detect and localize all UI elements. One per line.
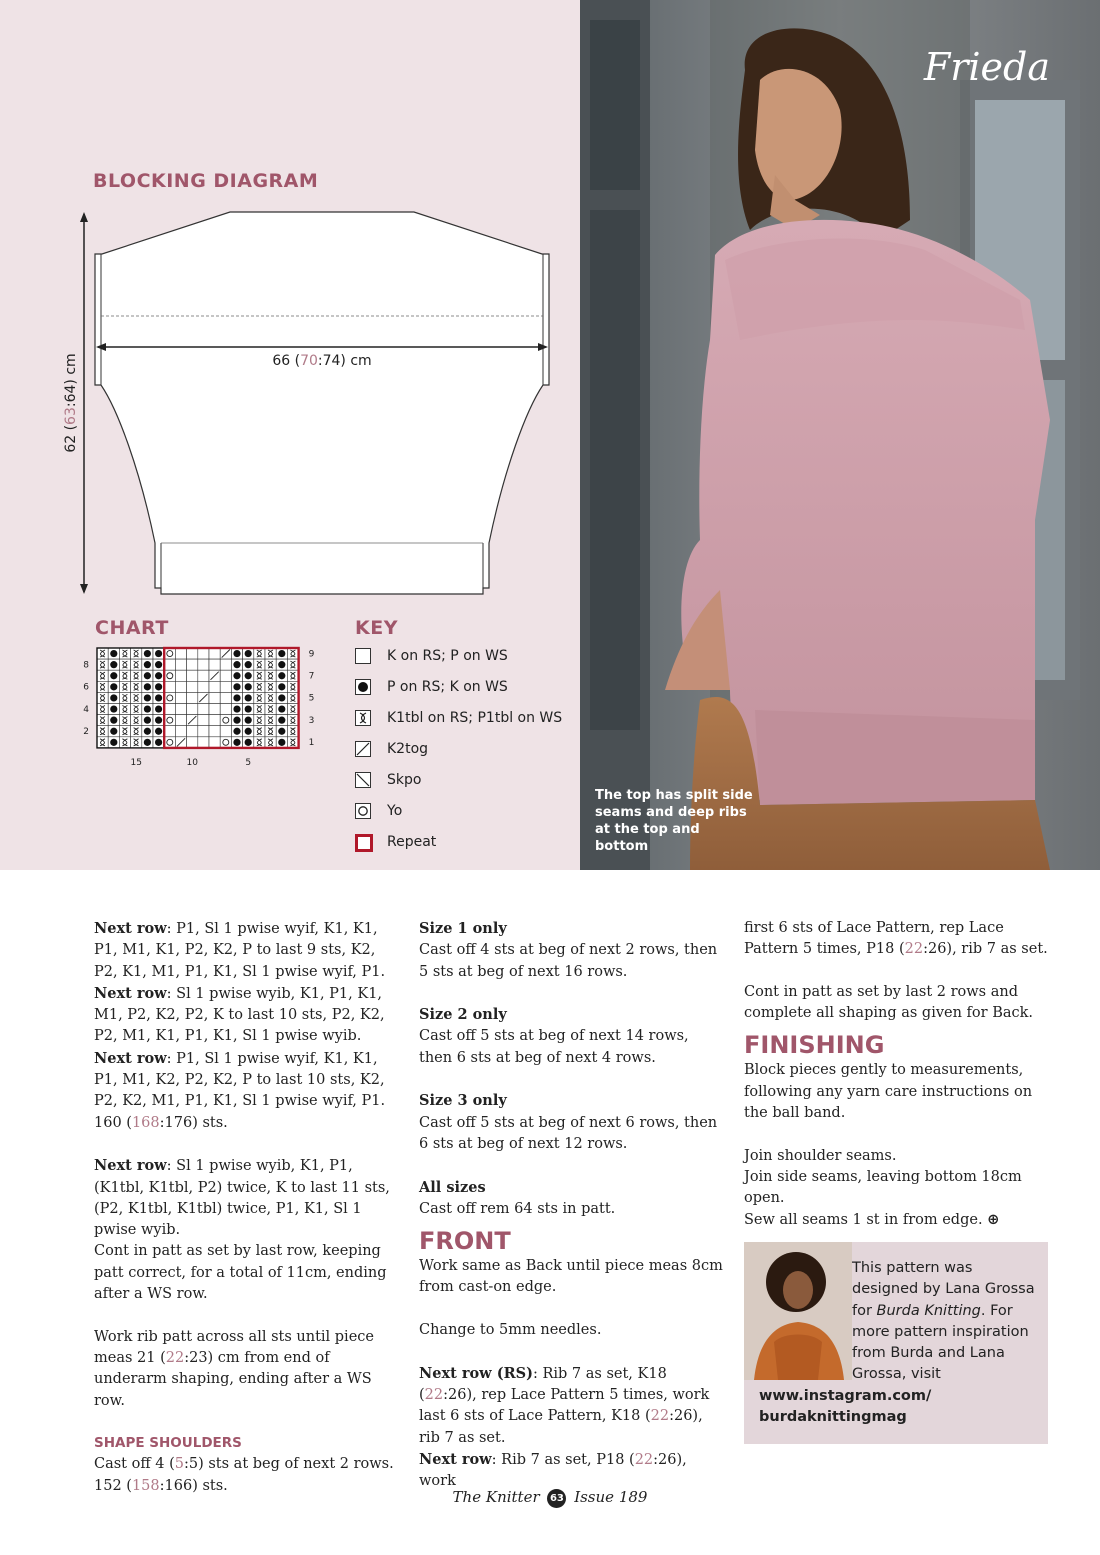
chart-row-number: 7 [308, 671, 315, 682]
diagram-panel [0, 0, 580, 870]
chart-cell [265, 659, 276, 670]
chart-cell [187, 692, 198, 703]
chart-purl-dot [155, 739, 162, 746]
chart-purl-dot [233, 705, 240, 712]
key-label: Skpo [387, 772, 422, 788]
chart-purl-dot [144, 650, 151, 657]
chart-purl-dot [245, 705, 252, 712]
chart-cell [209, 715, 220, 726]
chart-purl-dot [233, 650, 240, 657]
chart-purl-dot [278, 717, 285, 724]
photo-caption: The top has split side seams and deep ribs at the top and bottom [595, 788, 753, 854]
chart-cell [164, 737, 175, 748]
size-3-heading: Size 3 only [419, 1092, 507, 1110]
chart-cell [209, 704, 220, 715]
chart-cell [97, 670, 108, 681]
chart-cell [198, 715, 209, 726]
key-label: K1tbl on RS; P1tbl on WS [387, 710, 563, 726]
chart-cell [220, 670, 231, 681]
paragraph: 152 (158:166) sts. [94, 1477, 228, 1494]
chart-cell [187, 737, 198, 748]
chart-row-number: 3 [308, 715, 315, 726]
chart-purl-dot [233, 694, 240, 701]
chart-cell [198, 704, 209, 715]
chart-row-number: 6 [83, 682, 89, 693]
paragraph: Cont in patt as set by last row, keeping patt correct, for a total of 11cm, ending after a WS row. [94, 1243, 387, 1303]
chart-purl-dot [110, 694, 117, 701]
chart-cell [131, 648, 142, 659]
filled-dot-icon [355, 679, 371, 695]
chart-cell [209, 737, 220, 748]
paragraph: Next row: Rib 7 as set, P18 (22:26), work [419, 1450, 687, 1490]
chart-cell [119, 715, 130, 726]
chart-cell [175, 704, 186, 715]
chart-purl-dot [233, 683, 240, 690]
chart-cell [265, 692, 276, 703]
finishing-heading: FINISHING [744, 1031, 885, 1060]
width-label: 66 (70:74) cm [272, 353, 372, 369]
paragraph: Cast off 4 sts at beg of next 2 rows, then 5 sts at beg of next 16 rows. [419, 942, 718, 980]
chart-purl-dot [155, 683, 162, 690]
right-slash-icon [355, 741, 371, 757]
chart-cell [97, 692, 108, 703]
height-label: 62 (63:64) cm [63, 353, 79, 453]
chart-purl-dot [245, 650, 252, 657]
chart-cell [254, 704, 265, 715]
paragraph: Next row: P1, Sl 1 pwise wyif, K1, K1, P1, M1, K1, P2, K2, P to last 9 sts, K2, P2, K1, M1, P1, K1, Sl 1 pwise wyif, P1. [94, 920, 386, 980]
instructions-column-1 [94, 918, 399, 1497]
chart-cell [198, 659, 209, 670]
chart-purl-dot [155, 661, 162, 668]
chart-purl-dot [233, 728, 240, 735]
chart-cell [198, 670, 209, 681]
magazine-name: The Knitter [452, 1488, 540, 1506]
chart-cell [220, 704, 231, 715]
paragraph: Join side seams, leaving bottom 18cm open. [744, 1168, 1022, 1207]
chart-purl-dot [233, 717, 240, 724]
paragraph: first 6 sts of Lace Pattern, rep Lace Pattern 5 times, P18 (22:26), rib 7 as set. [744, 920, 1048, 958]
chart-purl-dot [155, 672, 162, 679]
chart-cell [119, 659, 130, 670]
page-footer [0, 1488, 1100, 1508]
instructions-column-2 [419, 918, 724, 1492]
chart-cell [131, 737, 142, 748]
chart-cell [265, 726, 276, 737]
chart-purl-dot [110, 739, 117, 746]
chart-cell [119, 737, 130, 748]
chart-cell [187, 670, 198, 681]
chart-purl-dot [245, 728, 252, 735]
chart-cell [287, 715, 298, 726]
chart-purl-dot [245, 739, 252, 746]
chart-row-number: 1 [308, 738, 315, 749]
left-slash-icon [355, 772, 371, 788]
chart-cell [119, 726, 130, 737]
chart-purl-dot [144, 672, 151, 679]
key-item-yo [355, 801, 402, 821]
promo-photo [744, 1242, 852, 1380]
chart-cell [97, 715, 108, 726]
chart-purl-dot [245, 683, 252, 690]
key-label: Repeat [387, 834, 437, 850]
model-photo [580, 0, 1100, 870]
chart-cell [175, 715, 186, 726]
chart-cell [97, 659, 108, 670]
chart-cell [97, 681, 108, 692]
chart-row-number: 8 [83, 660, 89, 671]
paragraph: Work rib patt across all sts until piece meas 21 (22:23) cm from end of underarm shaping, ending after a WS row. [94, 1328, 374, 1409]
chart-cell [175, 648, 186, 659]
chart-cell [187, 704, 198, 715]
chart-purl-dot [110, 661, 117, 668]
chart-cell [97, 737, 108, 748]
chart-cell [209, 648, 220, 659]
chart-purl-dot [144, 739, 151, 746]
key-title: KEY [355, 617, 398, 639]
chart-purl-dot [110, 683, 117, 690]
designer-promo-box [744, 1242, 1048, 1444]
chart-cell [198, 648, 209, 659]
chart-purl-dot [245, 672, 252, 679]
paragraph: Block pieces gently to measurements, following any yarn care instructions on the ball band. [744, 1062, 1033, 1122]
chart-cell [265, 670, 276, 681]
chart-cell [119, 704, 130, 715]
paragraph: Change to 5mm needles. [419, 1322, 602, 1339]
chart-row-number: 9 [308, 649, 315, 660]
chart-cell [175, 659, 186, 670]
chart-cell [164, 704, 175, 715]
paragraph: Next row (RS): Rib 7 as set, K18 (22:26), rep Lace Pattern 5 times, work last 6 sts of Lace Pattern, K18 (22:26), rib 7 as set. [419, 1364, 710, 1446]
chart-column-number: 5 [245, 757, 252, 768]
chart-cell [198, 726, 209, 737]
chart-cell [131, 704, 142, 715]
chart-cell [175, 726, 186, 737]
chart-purl-dot [155, 728, 162, 735]
chart-cell [220, 692, 231, 703]
chart-cell [287, 659, 298, 670]
instructions-column-3 [744, 918, 1049, 1231]
chart-cell [254, 715, 265, 726]
chart-cell [220, 681, 231, 692]
key-label: K on RS; P on WS [387, 648, 508, 664]
chart-cell [287, 681, 298, 692]
chart-grid [97, 648, 299, 748]
key-item-k2tog [355, 739, 428, 759]
chart-cell [187, 681, 198, 692]
key-item-skpo [355, 770, 421, 790]
chart-cell [287, 704, 298, 715]
chart-purl-dot [278, 705, 285, 712]
chart-cell [287, 726, 298, 737]
chart-title: CHART [95, 617, 169, 639]
chart-row-numbers-left [83, 660, 89, 737]
key-item-k1tbl [355, 708, 562, 728]
chart-purl-dot [144, 661, 151, 668]
chart-cell [220, 715, 231, 726]
chart-cell [287, 670, 298, 681]
paragraph: Work same as Back until piece meas 8cm from cast-on edge. [419, 1258, 723, 1296]
instagram-link[interactable]: www.instagram.com/ burdaknittingmag [759, 1387, 932, 1426]
chart-cell [254, 659, 265, 670]
chart-cell [164, 726, 175, 737]
paragraph: Join shoulder seams. [744, 1147, 897, 1164]
chart-cell [164, 715, 175, 726]
chart-cell [198, 737, 209, 748]
chart-cell [119, 670, 130, 681]
chart-cell [119, 692, 130, 703]
chart-purl-dot [155, 717, 162, 724]
chart-purl-dot [278, 683, 285, 690]
empty-square-icon [355, 648, 371, 664]
chart-cell [209, 726, 220, 737]
twisted-x-icon [355, 710, 371, 726]
chart-purl-dot [233, 672, 240, 679]
chart-purl-dot [110, 672, 117, 679]
chart-purl-dot [144, 705, 151, 712]
chart-cell [287, 737, 298, 748]
chart-cell [254, 670, 265, 681]
chart-row-number: 4 [83, 704, 89, 715]
chart-cell [254, 692, 265, 703]
repeat-box-icon [355, 834, 371, 850]
chart-cell [209, 681, 220, 692]
chart-cell [131, 670, 142, 681]
chart-cell [209, 659, 220, 670]
chart-cell [287, 648, 298, 659]
paragraph: Cast off rem 64 sts in patt. [419, 1200, 616, 1217]
chart-purl-dot [144, 694, 151, 701]
lace-chart [75, 640, 335, 775]
chart-cell [254, 648, 265, 659]
key-label: K2tog [387, 741, 429, 757]
chart-purl-dot [245, 694, 252, 701]
photo-illustration [580, 0, 1100, 870]
chart-purl-dot [110, 705, 117, 712]
chart-purl-dot [245, 717, 252, 724]
chart-purl-dot [278, 739, 285, 746]
chart-cell [175, 681, 186, 692]
height-arrow-head-top [80, 212, 88, 222]
chart-purl-dot [278, 728, 285, 735]
chart-purl-dot [278, 672, 285, 679]
chart-cell [209, 692, 220, 703]
key-item-repeat [355, 832, 436, 852]
height-arrow-head-bottom [80, 584, 88, 594]
chart-purl-dot [110, 728, 117, 735]
chart-cell [175, 692, 186, 703]
all-sizes-heading: All sizes [419, 1178, 486, 1196]
chart-cell [220, 737, 231, 748]
chart-cell [97, 704, 108, 715]
paragraph: Next row: Sl 1 pwise wyib, K1, P1, K1, M1, P2, K2, P2, K to last 10 sts, P2, K2, P2, M1, K1, P1, K1, Sl 1 pwise wyib. [94, 984, 385, 1045]
chart-purl-dot [278, 661, 285, 668]
chart-row-number: 5 [308, 693, 315, 704]
garment-outline [95, 212, 549, 594]
end-mark-icon: ⊕ [987, 1211, 1000, 1228]
chart-cell [187, 648, 198, 659]
chart-cell [287, 692, 298, 703]
chart-column-numbers [130, 758, 251, 768]
key-label: Yo [387, 803, 403, 819]
circle-icon [355, 803, 371, 819]
paragraph: Next row: P1, Sl 1 pwise wyif, K1, K1, P1, M1, K2, P2, K2, P to last 10 sts, K2, P2, K2, M1, P1, K1, Sl 1 pwise wyif, P1. [94, 1049, 386, 1110]
chart-purl-dot [110, 650, 117, 657]
chart-cell [220, 659, 231, 670]
chart-cell [164, 648, 175, 659]
chart-cell [119, 648, 130, 659]
front-heading: FRONT [419, 1227, 511, 1256]
chart-purl-dot [233, 739, 240, 746]
chart-cell [119, 681, 130, 692]
chart-purl-dot [233, 661, 240, 668]
chart-purl-dot [144, 728, 151, 735]
chart-purl-dot [245, 661, 252, 668]
size-2-heading: Size 2 only [419, 1006, 507, 1024]
key-item-purl [355, 677, 508, 697]
chart-cell [175, 670, 186, 681]
chart-purl-dot [110, 717, 117, 724]
chart-cell [254, 726, 265, 737]
chart-cell [131, 681, 142, 692]
chart-purl-dot [155, 694, 162, 701]
pattern-name: Frieda [923, 45, 1050, 89]
paragraph: Next row: Sl 1 pwise wyib, K1, P1, (K1tbl, K1tbl, P2) twice, K to last 11 sts, (P2, K1tbl, K1tbl) twice, P1, K1, Sl 1 pwise wyib. [94, 1157, 390, 1239]
shape-shoulders-heading: SHAPE SHOULDERS [94, 1435, 242, 1452]
chart-cell [164, 681, 175, 692]
chart-purl-dot [144, 683, 151, 690]
paragraph: Cast off 5 sts at beg of next 14 rows, then 6 sts at beg of next 4 rows. [419, 1028, 689, 1066]
page-number: 63 [547, 1489, 566, 1508]
paragraph: 160 (168:176) sts. [94, 1114, 228, 1131]
chart-cell [254, 737, 265, 748]
chart-cell [187, 659, 198, 670]
chart-cell [97, 726, 108, 737]
paragraph: Cont in patt as set by last 2 rows and complete all shaping as given for Back. [744, 983, 1034, 1022]
key-label: P on RS; K on WS [387, 679, 508, 695]
chart-cell [265, 704, 276, 715]
chart-cell [131, 715, 142, 726]
chart-cell [198, 681, 209, 692]
chart-cell [254, 681, 265, 692]
blocking-diagram [0, 190, 580, 610]
chart-purl-dot [155, 650, 162, 657]
chart-cell [265, 715, 276, 726]
chart-cell [265, 648, 276, 659]
chart-cell [164, 659, 175, 670]
promo-text: This pattern was designed by Lana Grossa for Burda Knitting. For more pattern inspiration from Burda and Lana Grossa, visit www.instagram.com/ burdaknittingmag [759, 1258, 1039, 1428]
blocking-diagram-title: BLOCKING DIAGRAM [93, 170, 319, 192]
chart-cell [164, 692, 175, 703]
chart-purl-dot [278, 650, 285, 657]
chart-cell [164, 670, 175, 681]
issue-number: Issue 189 [574, 1488, 648, 1506]
paragraph: Cast off 5 sts at beg of next 6 rows, then 6 sts at beg of next 12 rows. [419, 1114, 718, 1152]
chart-row-numbers-right [309, 649, 315, 748]
chart-column-number: 10 [186, 757, 198, 768]
chart-column-number: 15 [130, 757, 142, 768]
chart-cell [187, 726, 198, 737]
chart-purl-dot [155, 705, 162, 712]
paragraph: Sew all seams 1 st in from edge. ⊕ [744, 1211, 1000, 1228]
chart-cell [131, 692, 142, 703]
size-1-heading: Size 1 only [419, 920, 507, 937]
paragraph: Cast off 4 (5:5) sts at beg of next 2 rows. [94, 1456, 394, 1473]
key-item-knit [355, 646, 508, 666]
chart-row-number: 2 [83, 727, 89, 738]
chart-cell [131, 659, 142, 670]
chart-cell [265, 737, 276, 748]
chart-cell [265, 681, 276, 692]
chart-cell [131, 726, 142, 737]
chart-cell [97, 648, 108, 659]
chart-cell [220, 726, 231, 737]
chart-purl-dot [144, 717, 151, 724]
chart-purl-dot [278, 694, 285, 701]
